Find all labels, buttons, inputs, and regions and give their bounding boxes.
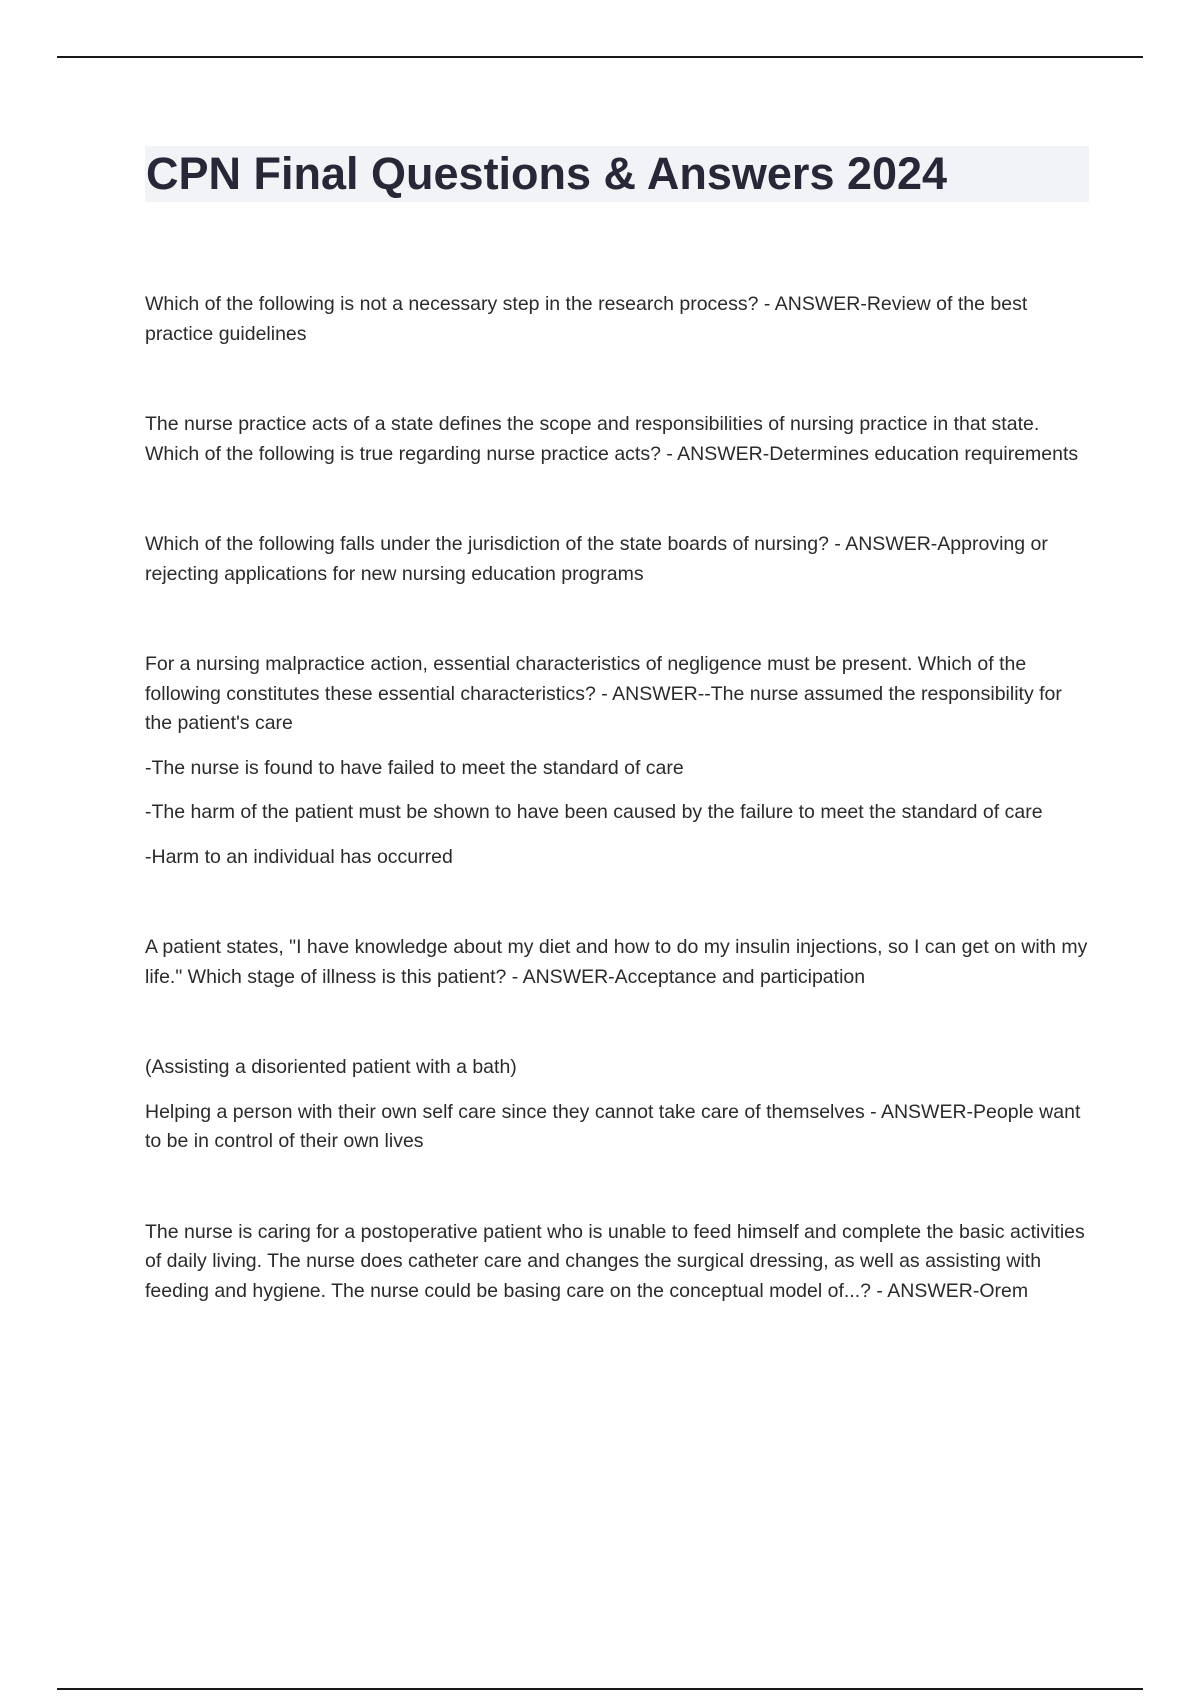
page-title: CPN Final Questions & Answers 2024	[146, 148, 948, 199]
qa-text: The nurse practice acts of a state defines the scope and responsibilities of nursing practice in that state. Which of the following is true regarding nurse practice acts? - ANSWER-Determines education requirements	[145, 413, 1079, 465]
qa-text: -The nurse is found to have failed to meet the standard of care	[145, 756, 684, 779]
qa-text: Helping a person with their own self care since they cannot take care of themselves - ANSWER-People want to be in control of their own lives	[145, 1100, 1081, 1152]
qa-item-7	[145, 1218, 1093, 1307]
bottom-divider	[57, 1688, 1143, 1690]
qa-text: -Harm to an individual has occurred	[145, 845, 453, 868]
qa-text: For a nursing malpractice action, essential characteristics of negligence must be present. Which of the following constitutes these essential characteristics? - ANSWER--The nurse assumed the responsibility for the patient's care	[145, 653, 1062, 734]
qa-text: A patient states, "I have knowledge about my diet and how to do my insulin injections, so I can get on with my life." Which stage of illness is this patient? - ANSWER-Acceptance and participation	[145, 936, 1088, 988]
qa-item-6	[145, 1053, 1093, 1157]
qa-text: The nurse is caring for a postoperative patient who is unable to feed himself and complete the basic activities of daily living. The nurse does catheter care and changes the surgical dressing, as well as assisting with feeding and hygiene. The nurse could be basing care on the conceptual model of...? - ANSWER-Orem	[145, 1220, 1085, 1302]
qa-text: -The harm of the patient must be shown to have been caused by the failure to meet the standard of care	[145, 801, 1043, 823]
top-divider	[57, 56, 1143, 58]
qa-list	[145, 290, 1093, 1367]
qa-item-4	[145, 650, 1093, 872]
qa-item-5	[145, 933, 1093, 992]
qa-item-1	[145, 290, 1093, 349]
qa-text: Which of the following is not a necessary step in the research process? - ANSWER-Review of the best practice guidelines	[145, 293, 1028, 345]
qa-item-3	[145, 530, 1093, 589]
qa-text: (Assisting a disoriented patient with a bath)	[145, 1056, 517, 1078]
qa-item-2	[145, 410, 1093, 469]
qa-text: Which of the following falls under the jurisdiction of the state boards of nursing? - ANSWER-Approving or rejecting applications for new nursing education programs	[145, 533, 1048, 585]
